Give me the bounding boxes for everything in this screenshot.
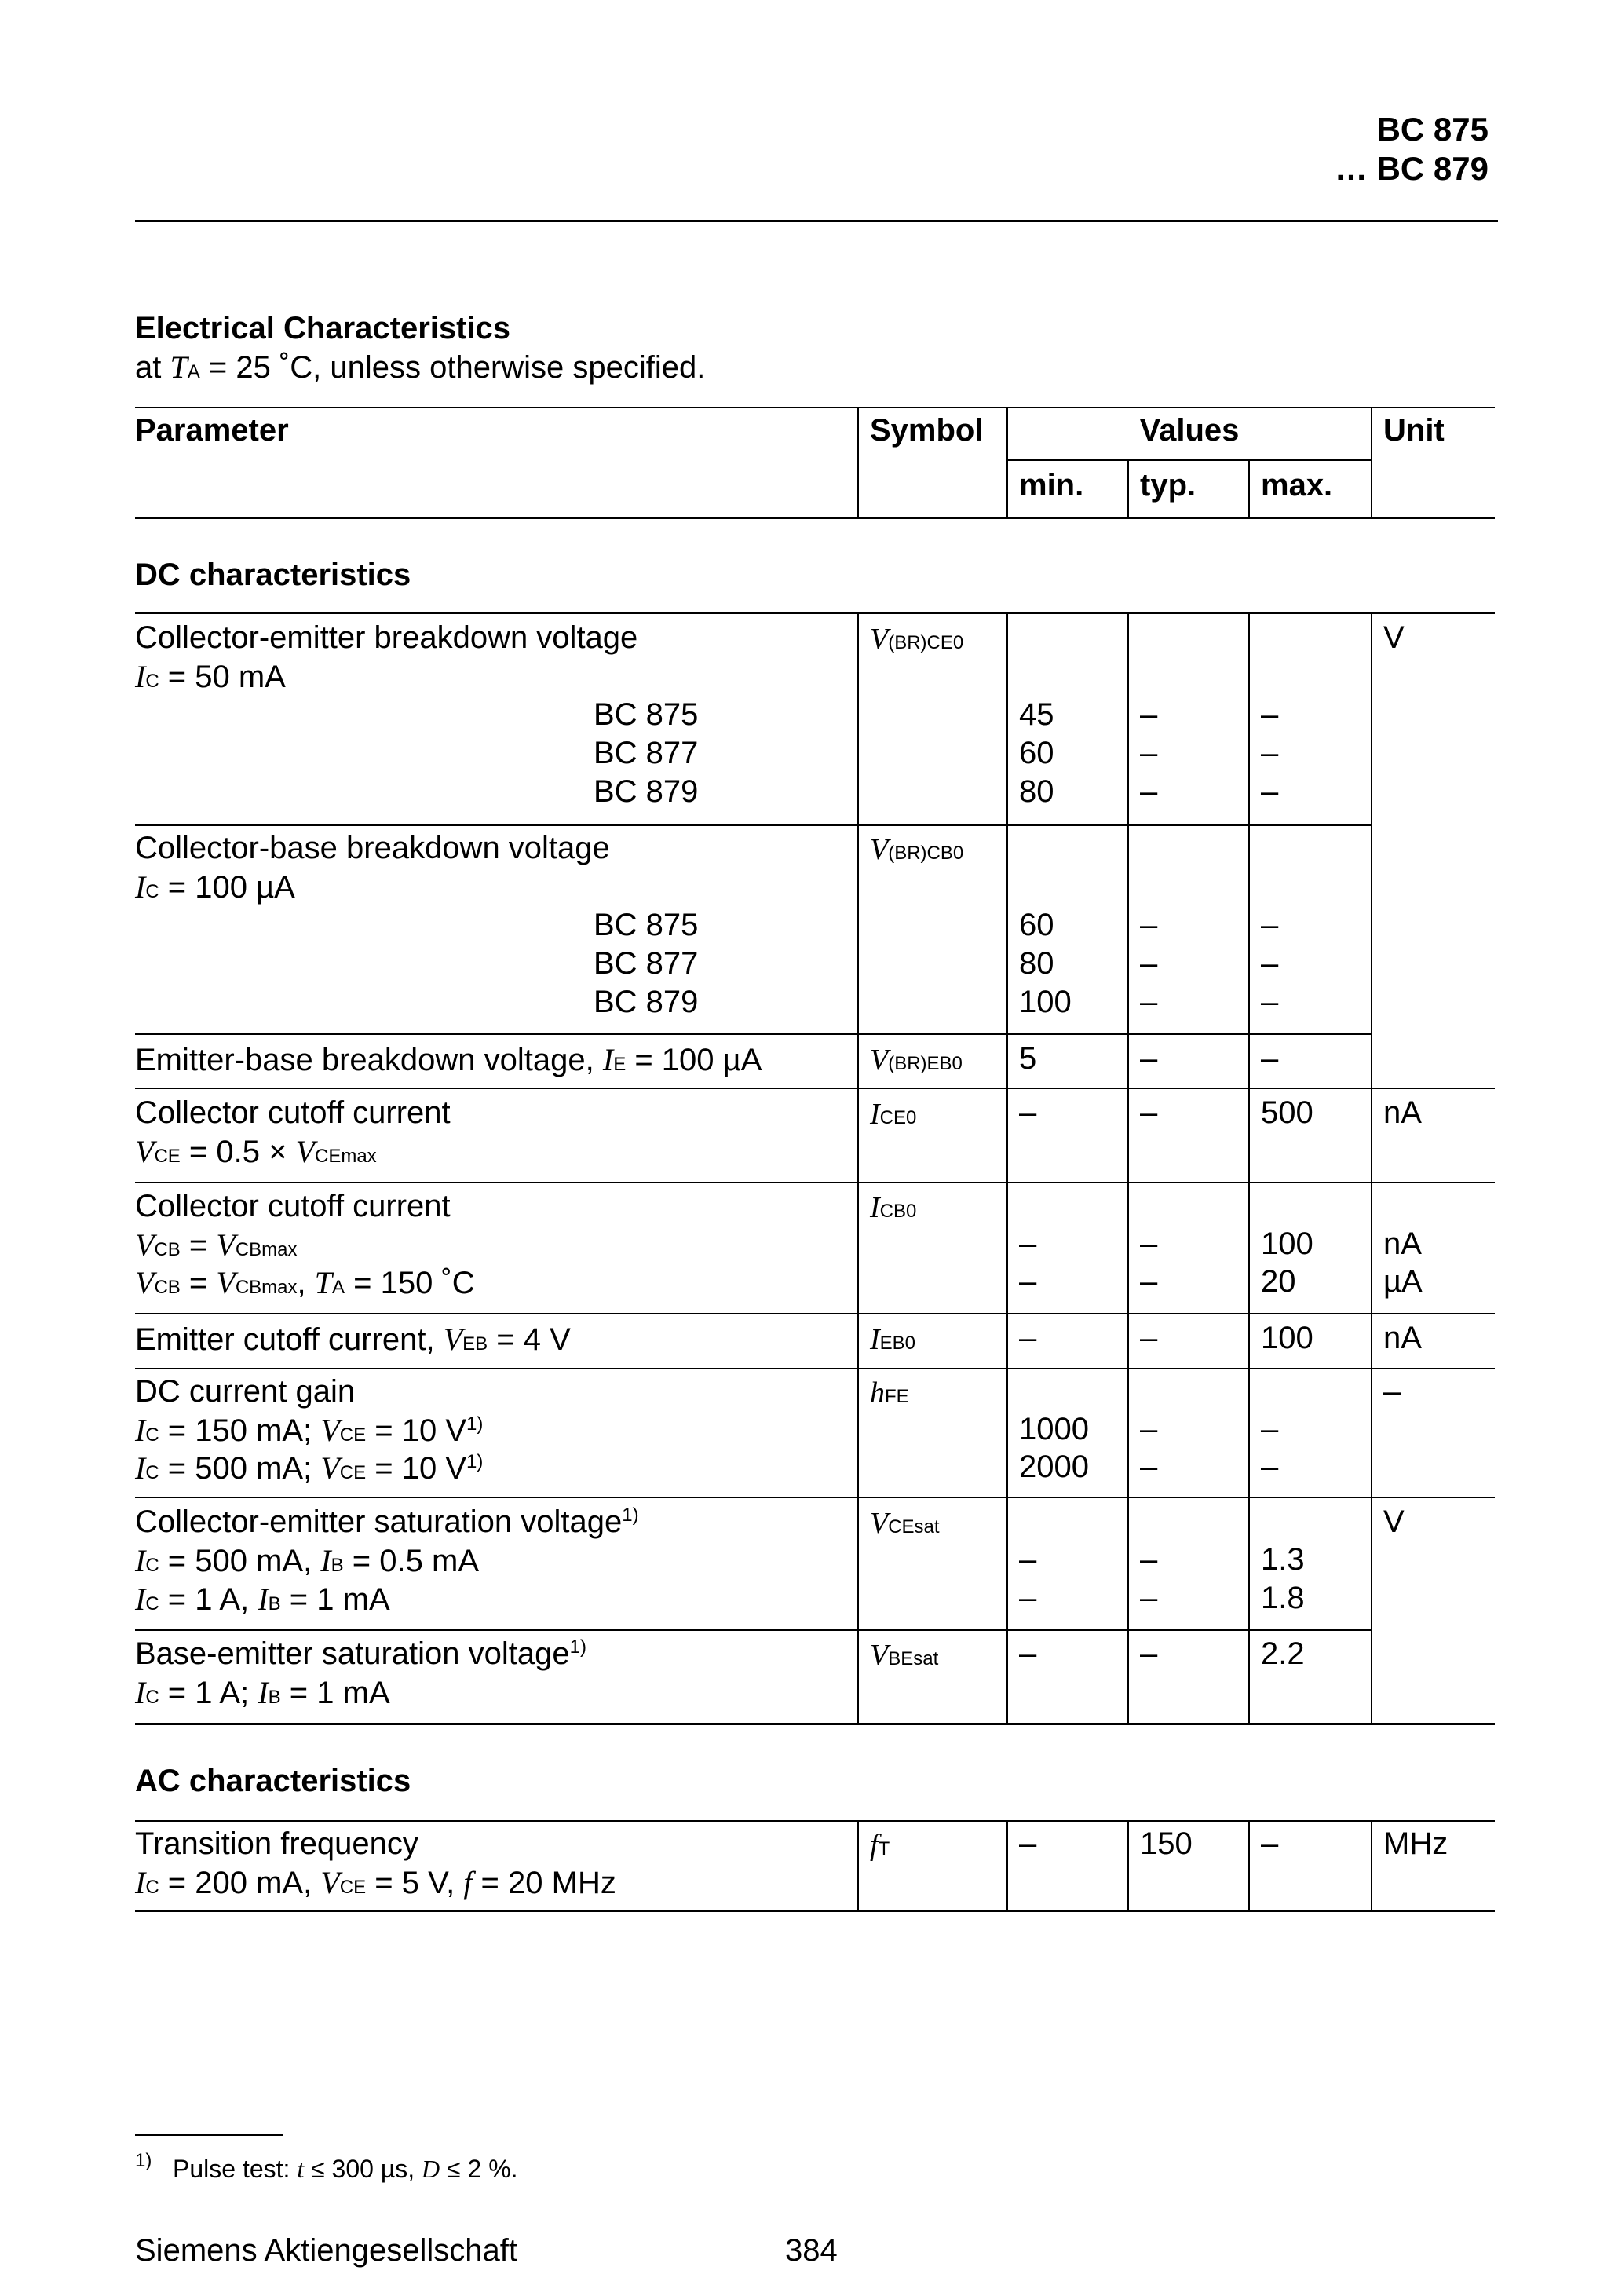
header-parameter: Parameter: [135, 413, 289, 448]
header-min: min.: [1019, 468, 1084, 503]
header-values: Values: [1139, 413, 1240, 448]
header-symbol: Symbol: [870, 413, 984, 448]
header-max: max.: [1261, 468, 1333, 503]
header-line-2: … BC 879: [1334, 150, 1489, 187]
doc-header-title: [1335, 110, 1489, 188]
footnote-rule: [135, 2134, 283, 2136]
header-typ: typ.: [1140, 468, 1196, 503]
dc-section-title: DC characteristics: [135, 558, 411, 592]
footnote: $^{1)}$ Pulse test: t ≤ 300 µs, D ≤ 2 %.: [135, 2150, 518, 2183]
ac-section-title: AC characteristics: [135, 1764, 411, 1798]
footer-company: Siemens Aktiengesellschaft: [135, 2233, 517, 2268]
section-title: Electrical Characteristics: [135, 311, 511, 345]
header-line-1: BC 875: [1376, 111, 1489, 148]
header-unit: Unit: [1383, 413, 1445, 448]
header-rule: [135, 220, 1498, 222]
section-subtitle: at TA = 25 ˚C, unless otherwise specified.: [135, 349, 706, 385]
page-number: 384: [785, 2233, 838, 2268]
